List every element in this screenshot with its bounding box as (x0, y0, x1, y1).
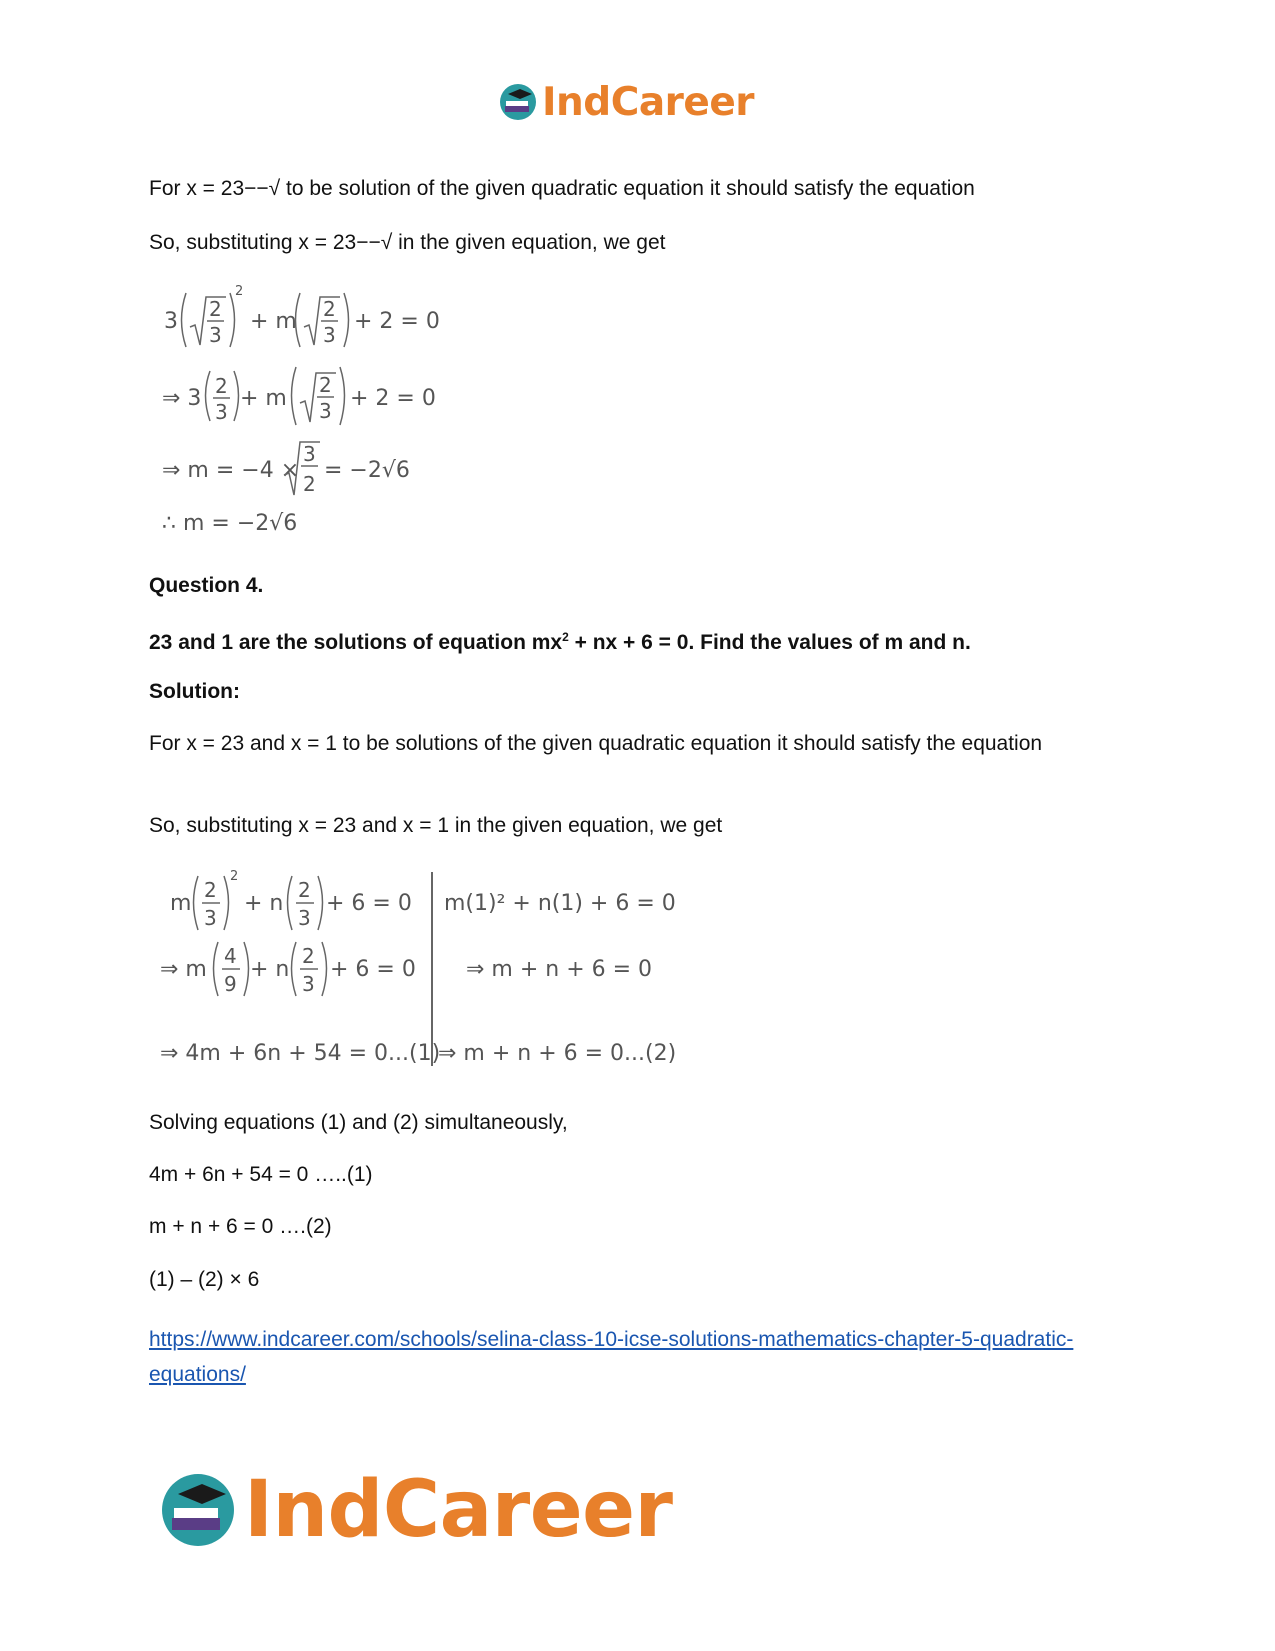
svg-text:3: 3 (302, 972, 315, 996)
paragraph: So, substituting x = 23−−√ in the given equation, we get (149, 231, 666, 254)
svg-text:2: 2 (323, 297, 336, 321)
svg-text:2: 2 (215, 374, 228, 398)
svg-text:9: 9 (224, 972, 237, 996)
svg-text:3: 3 (215, 400, 228, 424)
logo-text: IndCareer (542, 79, 754, 125)
svg-text:⇒ m = −4 ×: ⇒ m = −4 × (162, 458, 300, 483)
paragraph: Solving equations (1) and (2) simultaneously, (149, 1111, 568, 1134)
solution-heading: Solution: (149, 680, 240, 703)
equation-block-1 (160, 285, 460, 559)
svg-text:m: m (170, 891, 192, 916)
svg-text:4: 4 (224, 944, 237, 968)
svg-text:= −2√6: = −2√6 (324, 458, 410, 483)
svg-text:⇒ m: ⇒ m (160, 957, 207, 982)
logo-text: IndCareer (244, 1465, 673, 1555)
svg-text:⇒ 4m + 6n + 54 = 0...(1): ⇒ 4m + 6n + 54 = 0...(1) (160, 1041, 441, 1066)
graduation-book-icon (498, 82, 538, 122)
svg-text:2: 2 (235, 285, 244, 299)
svg-text:+ 6 = 0: + 6 = 0 (326, 891, 412, 916)
paragraph: So, substituting x = 23 and x = 1 in the given equation, we get (149, 814, 723, 837)
footer-logo (158, 1464, 673, 1556)
svg-text:⇒ 3: ⇒ 3 (162, 386, 202, 411)
svg-text:∴ m = −2√6: ∴ m = −2√6 (162, 511, 298, 536)
svg-text:3: 3 (209, 323, 222, 347)
svg-text:2: 2 (209, 297, 222, 321)
svg-text:3: 3 (204, 906, 217, 930)
svg-text:m(1)² + n(1) + 6 = 0: m(1)² + n(1) + 6 = 0 (444, 891, 676, 916)
svg-text:3: 3 (323, 323, 336, 347)
svg-text:+ 2 = 0: + 2 = 0 (350, 386, 436, 411)
svg-text:+ m: + m (250, 309, 297, 334)
source-link[interactable]: https://www.indcareer.com/schools/selina-class-10-icse-solutions-mathematics-chapter-5-quadratic-equations/ (149, 1328, 1074, 1386)
question-text: 23 and 1 are the solutions of equation $mx^2$ + nx + 6 = 0. Find the values of m and n. (149, 630, 971, 654)
svg-text:+ m: + m (240, 386, 287, 411)
question-heading: Question 4. (149, 574, 264, 597)
svg-text:+ n: + n (244, 891, 284, 916)
header-logo (498, 78, 754, 126)
svg-text:+ 6 = 0: + 6 = 0 (330, 957, 416, 982)
svg-text:2: 2 (204, 878, 217, 902)
graduation-book-icon (158, 1470, 238, 1550)
svg-text:3: 3 (319, 399, 332, 423)
svg-text:2: 2 (230, 870, 239, 884)
svg-text:+ n: + n (250, 957, 290, 982)
equation-line: (1) – (2) × 6 (149, 1268, 260, 1291)
svg-text:2: 2 (319, 373, 332, 397)
equation-line: 4m + 6n + 54 = 0 …..(1) (149, 1163, 373, 1186)
svg-text:3: 3 (298, 906, 311, 930)
svg-text:⇒ m + n + 6 = 0...(2): ⇒ m + n + 6 = 0...(2) (438, 1041, 677, 1066)
svg-text:3: 3 (303, 442, 316, 466)
svg-text:2: 2 (302, 944, 315, 968)
svg-text:2: 2 (298, 878, 311, 902)
equation-block-2 (160, 870, 680, 1104)
svg-text:+ 2 = 0: + 2 = 0 (354, 309, 440, 334)
paragraph: For x = 23−−√ to be solution of the given quadratic equation it should satisfy the equation (149, 177, 975, 200)
svg-text:⇒ m + n + 6 = 0: ⇒ m + n + 6 = 0 (466, 957, 653, 982)
equation-line: m + n + 6 = 0 ….(2) (149, 1215, 332, 1238)
svg-text:2: 2 (303, 472, 316, 496)
footer-link-container (149, 1322, 1084, 1392)
svg-text:3: 3 (164, 309, 178, 334)
paragraph: For x = 23 and x = 1 to be solutions of the given quadratic equation it should satisfy the equation (149, 732, 1043, 755)
